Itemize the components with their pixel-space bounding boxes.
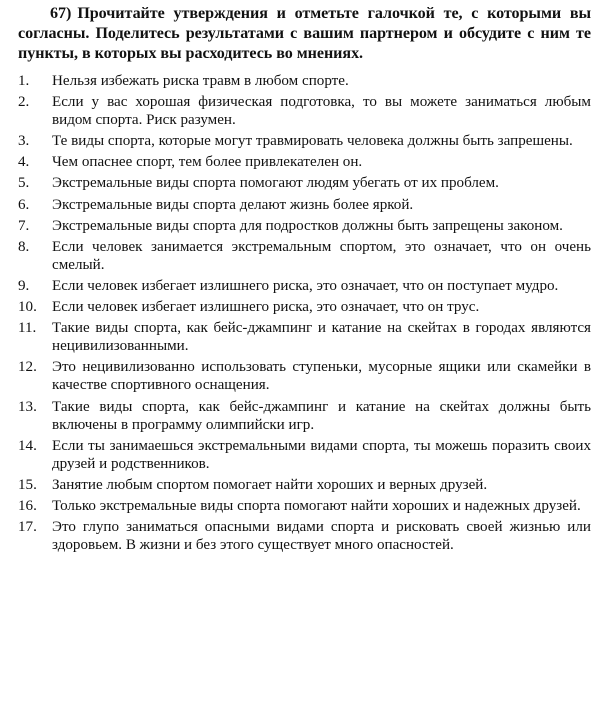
statement-number: 16. [18,497,37,514]
statement-number: 12. [18,359,37,376]
statement-number: 13. [18,398,37,415]
statement-item [18,153,591,171]
statement-number: 2. [18,94,30,111]
statement-text: Те виды спорта, которые могут травмировать человека должны быть запрешены. [52,133,573,150]
task-instruction-text: Прочитайте утверждения и отметьте галочкой те, с которыми вы согласны. Поделитесь результатами с вашим партнером и обсудите с ним те пункты, в которых вы расходитесь во мнениях. [18,5,591,62]
statement-item [18,196,591,214]
statement-text: Если ты занимаешься экстремальными видами спорта, ты можешь поразить своих друзей и родственников. [52,437,591,472]
statement-item [18,238,591,274]
statement-item [18,497,591,515]
task-number: 67) [50,5,72,22]
statement-item [18,319,591,355]
statement-text: Если человек занимается экстремальным спортом, это означает, что он очень смелый. [52,238,591,273]
statement-number: 11. [18,320,37,337]
statement-text: Экстремальные виды спорта делают жизнь более яркой. [52,196,414,213]
statement-item [18,277,591,295]
statement-number: 9. [18,277,30,294]
statement-text: Занятие любым спортом помогает найти хороших и верных друзей. [52,476,488,493]
statement-number: 4. [18,154,30,171]
statement-text: Чем опаснее спорт, тем более привлекателен он. [52,154,363,171]
statement-number: 6. [18,196,30,213]
statement-item [18,93,591,129]
statement-number: 3. [18,133,30,150]
statement-item [18,217,591,235]
statement-number: 7. [18,217,30,234]
statement-text: Экстремальные виды спорта помогают людям убегать от их проблем. [52,175,499,192]
statement-text: Если у вас хорошая физическая подготовка, то вы можете заниматься любым видом спорта. Риск разумен. [52,94,591,129]
statement-number: 8. [18,238,30,255]
statement-item [18,72,591,90]
statement-text: Это нецивилизованно использовать ступеньки, мусорные ящики или скамейки в качестве спортивного оснащения. [52,359,591,394]
statement-number: 17. [18,519,37,536]
statement-text: Если человек избегает излишнего риска, это означает, что он поступает мудро. [52,277,559,294]
statement-list [18,72,591,554]
statement-text: Экстремальные виды спорта для подростков должны быть запрещены законом. [52,217,563,234]
task-instruction [18,4,591,64]
statement-text: Такие виды спорта, как бейс-джампинг и катание на скейтах должны быть включены в программу олимпийски игр. [52,398,591,433]
statement-text: Если человек избегает излишнего риска, это означает, что он трус. [52,299,480,316]
statement-item [18,476,591,494]
statement-number: 15. [18,476,37,493]
statement-item [18,298,591,316]
statement-number: 10. [18,299,37,316]
statement-item [18,398,591,434]
statement-number: 1. [18,73,30,89]
statement-number: 5. [18,175,30,192]
statement-item [18,437,591,473]
statement-number: 14. [18,437,37,454]
statement-item [18,518,591,554]
statement-text: Только экстремальные виды спорта помогают найти хороших и надежных друзей. [52,497,581,514]
statement-text: Нельзя избежать риска травм в любом спорте. [52,73,349,89]
statement-text: Такие виды спорта, как бейс-джампинг и катание на скейтах в городах являются нецивилизованными. [52,320,591,355]
statement-item [18,132,591,150]
statement-item [18,358,591,394]
statement-item [18,174,591,192]
statement-text: Это глупо заниматься опасными видами спорта и рисковать своей жизнью или здоровьем. В жизни и без этого существует много опасностей. [52,519,591,554]
